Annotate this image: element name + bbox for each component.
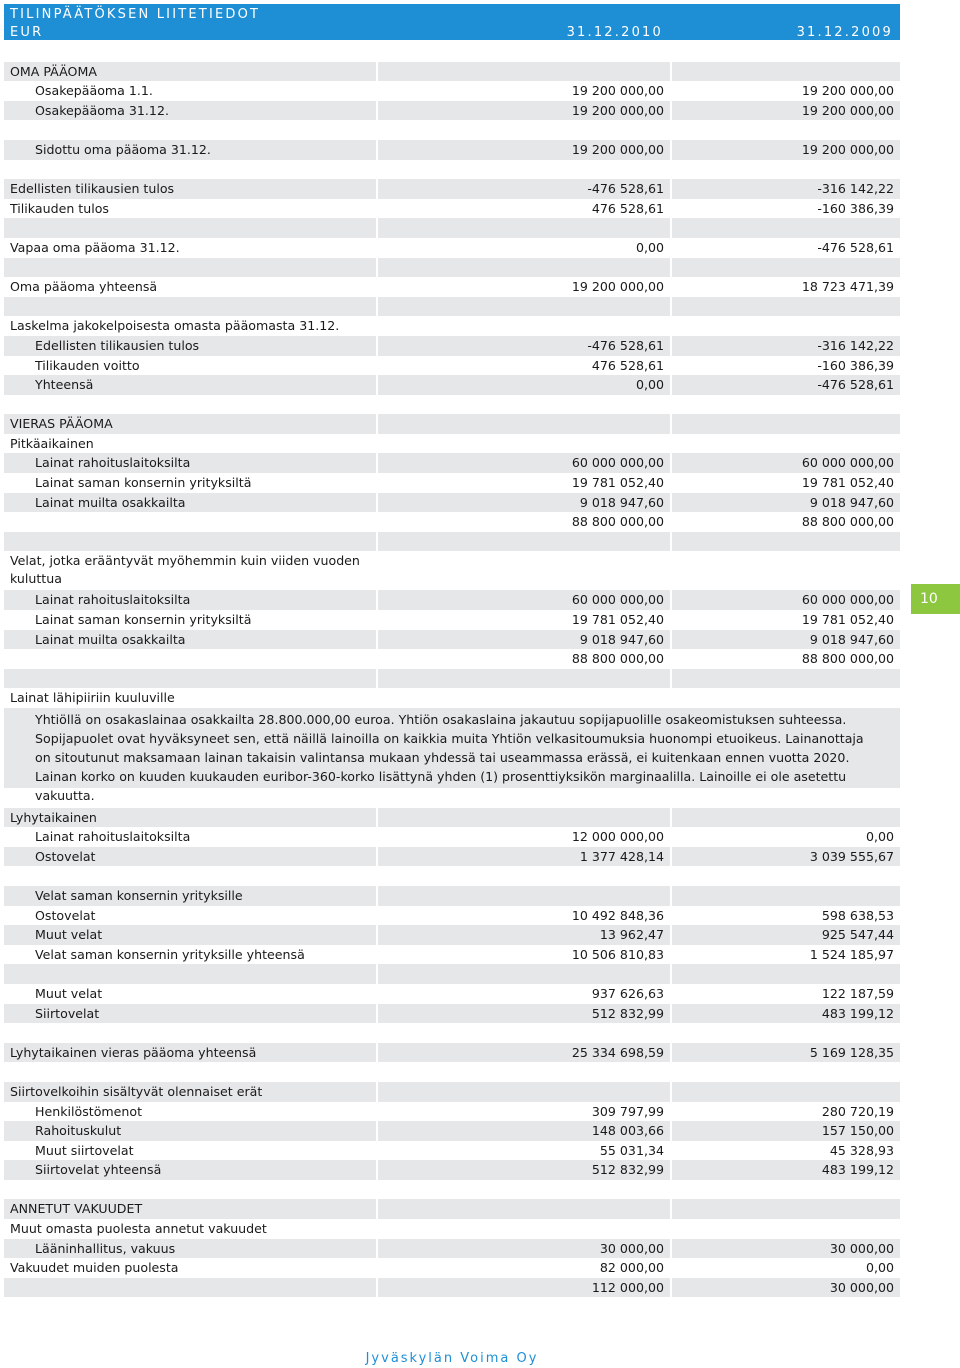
table-row — [4, 610, 900, 630]
value-2010: 55 031,34 — [378, 1141, 670, 1161]
value-2009 — [672, 414, 900, 434]
value-2009 — [672, 1219, 900, 1239]
value-2010 — [378, 62, 670, 82]
value-2009 — [672, 62, 900, 82]
value-2009: 0,00 — [672, 827, 900, 847]
value-2010 — [378, 1023, 670, 1043]
value-2009: -476 528,61 — [672, 375, 900, 395]
value-2009: -160 386,39 — [672, 356, 900, 376]
row-label: Vapaa oma pääoma 31.12. — [4, 238, 376, 258]
row-label: Velat saman konsernin yrityksille — [4, 886, 376, 906]
value-2010: 0,00 — [378, 238, 670, 258]
row-label: Lainat saman konsernin yrityksiltä — [4, 610, 376, 630]
value-2009: 9 018 947,60 — [672, 493, 900, 513]
value-2009: -476 528,61 — [672, 238, 900, 258]
table-row — [4, 1219, 900, 1239]
value-2009 — [672, 258, 900, 278]
table-row — [4, 532, 900, 552]
row-label: Siirtovelkoihin sisältyvät olennaiset erät — [4, 1082, 376, 1102]
table-row — [4, 81, 900, 101]
table-row — [4, 258, 900, 278]
table-row — [4, 160, 900, 180]
header-title: TILINPÄÄTÖKSEN LIITETIEDOT — [10, 7, 261, 22]
value-2010 — [378, 688, 670, 708]
table-row — [4, 630, 900, 650]
value-2010: 12 000 000,00 — [378, 827, 670, 847]
value-2010: 19 200 000,00 — [378, 81, 670, 101]
row-label — [4, 395, 376, 415]
row-label: Lyhytaikainen vieras pääoma yhteensä — [4, 1043, 376, 1063]
value-2009: 5 169 128,35 — [672, 1043, 900, 1063]
value-2010: 309 797,99 — [378, 1102, 670, 1122]
table-row — [4, 649, 900, 669]
row-label: Siirtovelat — [4, 1004, 376, 1024]
table-row — [4, 827, 900, 847]
table-row — [4, 945, 900, 965]
value-2010: 19 200 000,00 — [378, 140, 670, 160]
value-2009 — [672, 316, 900, 336]
row-label — [4, 866, 376, 886]
row-label: Lainat saman konsernin yrityksiltä — [4, 473, 376, 493]
table-row — [4, 218, 900, 238]
row-label — [4, 532, 376, 552]
value-2009: 60 000 000,00 — [672, 590, 900, 610]
value-2010 — [378, 414, 670, 434]
table-row — [4, 356, 900, 376]
row-label: OMA PÄÄOMA — [4, 62, 376, 82]
table-row — [4, 669, 900, 689]
value-2009: 1 524 185,97 — [672, 945, 900, 965]
row-label: Muut omasta puolesta annetut vakuudet — [4, 1219, 376, 1239]
value-2010 — [378, 551, 670, 590]
value-2009 — [672, 1297, 900, 1317]
row-label: Tilikauden tulos — [4, 199, 376, 219]
value-2010: 0,00 — [378, 375, 670, 395]
value-2010 — [378, 1062, 670, 1082]
value-2010 — [378, 1219, 670, 1239]
value-2009: 157 150,00 — [672, 1121, 900, 1141]
row-label — [4, 512, 376, 532]
row-label: Edellisten tilikausien tulos — [4, 336, 376, 356]
value-2010 — [378, 160, 670, 180]
row-label — [4, 669, 376, 689]
row-label: Lainat rahoituslaitoksilta — [4, 453, 376, 473]
row-label — [4, 160, 376, 180]
value-2010 — [378, 1297, 670, 1317]
value-2010: -476 528,61 — [378, 336, 670, 356]
value-2009 — [672, 297, 900, 317]
row-label — [4, 218, 376, 238]
value-2010 — [378, 1180, 670, 1200]
value-2010: 19 781 052,40 — [378, 610, 670, 630]
table-row — [4, 984, 900, 1004]
value-2009 — [672, 1180, 900, 1200]
table-row — [4, 1180, 900, 1200]
row-label — [4, 120, 376, 140]
value-2010: 476 528,61 — [378, 356, 670, 376]
value-2010: 19 781 052,40 — [378, 473, 670, 493]
note-text: Yhtiöllä on osakaslainaa osakkailta 28.800.000,00 euroa. Yhtiön osakaslaina jakautuu sopijapuolille osakeomistuksen suhteessa. Sopijapuolet ovat hyväksyneet sen, että näillä lainoilla on kaikkia muita Yhtiön velkasitoumuksia huonompi etuoikeus. Lainanottaja on sitoutunut maksamaan lainan takaisin valintansa mukaan yhdessä tai useammassa erässä, ei kuitenkaan ennen vuotta 2020. Lainan korko on kuuden kuukauden euribor-360-korko lisättynä yhden (1) prosenttiyksikön marginaalilla. Lainoille ei ole asetettu vakuutta. — [35, 712, 864, 804]
value-2009: 19 781 052,40 — [672, 610, 900, 630]
table-row — [4, 1004, 900, 1024]
row-label: Rahoituskulut — [4, 1121, 376, 1141]
value-2010: 9 018 947,60 — [378, 493, 670, 513]
table-row — [4, 199, 900, 219]
row-label — [4, 1297, 376, 1317]
table-row — [4, 886, 900, 906]
row-label: Lainat muilta osakkailta — [4, 630, 376, 650]
table-row — [4, 238, 900, 258]
table-row — [4, 925, 900, 945]
value-2009 — [672, 808, 900, 828]
value-2009: 18 723 471,39 — [672, 277, 900, 297]
value-2010 — [378, 1199, 670, 1219]
row-label — [4, 1180, 376, 1200]
value-2010: 112 000,00 — [378, 1278, 670, 1298]
value-2009: 19 200 000,00 — [672, 81, 900, 101]
value-2010: 9 018 947,60 — [378, 630, 670, 650]
row-label: ANNETUT VAKUUDET — [4, 1199, 376, 1219]
value-2009 — [672, 1023, 900, 1043]
value-2009: 88 800 000,00 — [672, 512, 900, 532]
table-row — [4, 62, 900, 82]
table-row — [4, 1082, 900, 1102]
note-row — [4, 708, 900, 804]
value-2009 — [672, 120, 900, 140]
value-2009 — [672, 1062, 900, 1082]
value-2010 — [378, 866, 670, 886]
row-label — [4, 1278, 376, 1298]
value-2010 — [378, 1082, 670, 1102]
value-2009: -316 142,22 — [672, 179, 900, 199]
row-label: Lainat rahoituslaitoksilta — [4, 590, 376, 610]
row-label: Oma pääoma yhteensä — [4, 277, 376, 297]
table-row — [4, 1102, 900, 1122]
table-row — [4, 688, 900, 708]
header-col-2009: 31.12.2009 — [796, 25, 893, 40]
value-2009 — [672, 551, 900, 590]
row-label — [4, 297, 376, 317]
notes-table — [4, 42, 900, 1317]
table-row — [4, 336, 900, 356]
table-row — [4, 277, 900, 297]
value-2009: 9 018 947,60 — [672, 630, 900, 650]
page-number-tab: 10 — [911, 584, 960, 614]
row-label: VIERAS PÄÄOMA — [4, 414, 376, 434]
table-row — [4, 808, 900, 828]
value-2009 — [672, 886, 900, 906]
row-label — [4, 258, 376, 278]
row-label: Lyhytaikainen — [4, 808, 376, 828]
table-row — [4, 316, 900, 336]
header-col-2010: 31.12.2010 — [566, 25, 663, 40]
row-label — [4, 42, 376, 62]
table-row — [4, 1121, 900, 1141]
table-row — [4, 297, 900, 317]
table-row — [4, 42, 900, 62]
row-label: Velat, jotka erääntyvät myöhemmin kuin viiden vuoden kuluttua — [4, 551, 376, 590]
value-2010: 60 000 000,00 — [378, 453, 670, 473]
table-row — [4, 140, 900, 160]
row-label: Edellisten tilikausien tulos — [4, 179, 376, 199]
value-2009: 483 199,12 — [672, 1004, 900, 1024]
value-2010 — [378, 532, 670, 552]
table-row — [4, 493, 900, 513]
value-2009 — [672, 218, 900, 238]
value-2010 — [378, 42, 670, 62]
value-2010 — [378, 218, 670, 238]
value-2010: 82 000,00 — [378, 1258, 670, 1278]
value-2010 — [378, 808, 670, 828]
value-2010: -476 528,61 — [378, 179, 670, 199]
value-2010: 13 962,47 — [378, 925, 670, 945]
row-label: Ostovelat — [4, 906, 376, 926]
value-2010: 10 506 810,83 — [378, 945, 670, 965]
table-row — [4, 866, 900, 886]
row-label: Henkilöstömenot — [4, 1102, 376, 1122]
value-2009 — [672, 160, 900, 180]
table-header — [4, 4, 900, 40]
value-2010 — [378, 886, 670, 906]
value-2010 — [378, 669, 670, 689]
table-row — [4, 1062, 900, 1082]
row-label: Pitkäaikainen — [4, 434, 376, 454]
table-row — [4, 453, 900, 473]
row-label — [4, 964, 376, 984]
row-label: Osakepääoma 31.12. — [4, 101, 376, 121]
row-label: Osakepääoma 1.1. — [4, 81, 376, 101]
table-row — [4, 473, 900, 493]
value-2009: 122 187,59 — [672, 984, 900, 1004]
row-label: Ostovelat — [4, 847, 376, 867]
value-2009: 19 200 000,00 — [672, 101, 900, 121]
value-2009 — [672, 669, 900, 689]
value-2010: 10 492 848,36 — [378, 906, 670, 926]
table-row — [4, 1023, 900, 1043]
value-2010: 937 626,63 — [378, 984, 670, 1004]
value-2010 — [378, 258, 670, 278]
row-label: Vakuudet muiden puolesta — [4, 1258, 376, 1278]
value-2009 — [672, 1199, 900, 1219]
row-label: Muut velat — [4, 984, 376, 1004]
value-2009: 19 200 000,00 — [672, 140, 900, 160]
table-row — [4, 179, 900, 199]
value-2010 — [378, 120, 670, 140]
value-2010: 19 200 000,00 — [378, 277, 670, 297]
value-2009: 30 000,00 — [672, 1278, 900, 1298]
value-2009 — [672, 532, 900, 552]
value-2010 — [378, 434, 670, 454]
value-2009: 483 199,12 — [672, 1160, 900, 1180]
value-2009: 60 000 000,00 — [672, 453, 900, 473]
value-2009 — [672, 866, 900, 886]
value-2009: -316 142,22 — [672, 336, 900, 356]
row-label: Laskelma jakokelpoisesta omasta pääomasta 31.12. — [4, 316, 376, 336]
value-2009 — [672, 1082, 900, 1102]
row-label — [4, 649, 376, 669]
value-2009 — [672, 434, 900, 454]
table-row — [4, 964, 900, 984]
table-row — [4, 512, 900, 532]
footer-company: Jyväskylän Voima Oy — [365, 1351, 539, 1366]
value-2010: 30 000,00 — [378, 1239, 670, 1259]
value-2010: 19 200 000,00 — [378, 101, 670, 121]
table-row — [4, 395, 900, 415]
value-2010: 512 832,99 — [378, 1160, 670, 1180]
value-2010: 88 800 000,00 — [378, 512, 670, 532]
row-label: Tilikauden voitto — [4, 356, 376, 376]
value-2009: 88 800 000,00 — [672, 649, 900, 669]
table-row — [4, 590, 900, 610]
value-2009: 598 638,53 — [672, 906, 900, 926]
row-label: Velat saman konsernin yrityksille yhteensä — [4, 945, 376, 965]
table-row — [4, 1297, 900, 1317]
table-row — [4, 551, 900, 590]
row-label: Muut siirtovelat — [4, 1141, 376, 1161]
table-row — [4, 1258, 900, 1278]
table-row — [4, 1278, 900, 1298]
value-2009 — [672, 395, 900, 415]
row-label: Muut velat — [4, 925, 376, 945]
table-row — [4, 1160, 900, 1180]
row-label: Siirtovelat yhteensä — [4, 1160, 376, 1180]
table-row — [4, 120, 900, 140]
value-2010 — [378, 316, 670, 336]
value-2010: 60 000 000,00 — [378, 590, 670, 610]
row-label — [4, 1023, 376, 1043]
table-row — [4, 101, 900, 121]
table-row — [4, 1141, 900, 1161]
value-2009: 0,00 — [672, 1258, 900, 1278]
value-2010 — [378, 395, 670, 415]
row-label: Lainat lähipiiriin kuuluville — [4, 688, 376, 708]
value-2010: 1 377 428,14 — [378, 847, 670, 867]
table-row — [4, 375, 900, 395]
table-row — [4, 1043, 900, 1063]
value-2009: 45 328,93 — [672, 1141, 900, 1161]
value-2009 — [672, 42, 900, 62]
table-row — [4, 434, 900, 454]
row-label: Lainat muilta osakkailta — [4, 493, 376, 513]
value-2009: 3 039 555,67 — [672, 847, 900, 867]
value-2009: 19 781 052,40 — [672, 473, 900, 493]
table-row — [4, 414, 900, 434]
value-2010: 512 832,99 — [378, 1004, 670, 1024]
value-2010 — [378, 964, 670, 984]
document-page — [4, 4, 900, 1317]
row-label: Yhteensä — [4, 375, 376, 395]
row-label: Sidottu oma pääoma 31.12. — [4, 140, 376, 160]
value-2010: 88 800 000,00 — [378, 649, 670, 669]
value-2010: 476 528,61 — [378, 199, 670, 219]
value-2009: 280 720,19 — [672, 1102, 900, 1122]
value-2009: -160 386,39 — [672, 199, 900, 219]
value-2009 — [672, 964, 900, 984]
header-currency: EUR — [10, 25, 44, 40]
value-2009: 925 547,44 — [672, 925, 900, 945]
table-row — [4, 906, 900, 926]
value-2010: 25 334 698,59 — [378, 1043, 670, 1063]
table-row — [4, 847, 900, 867]
row-label — [4, 1062, 376, 1082]
row-label: Lääninhallitus, vakuus — [4, 1239, 376, 1259]
value-2009 — [672, 688, 900, 708]
value-2010 — [378, 297, 670, 317]
table-row — [4, 1239, 900, 1259]
row-label: Lainat rahoituslaitoksilta — [4, 827, 376, 847]
table-row — [4, 1199, 900, 1219]
value-2010: 148 003,66 — [378, 1121, 670, 1141]
value-2009: 30 000,00 — [672, 1239, 900, 1259]
